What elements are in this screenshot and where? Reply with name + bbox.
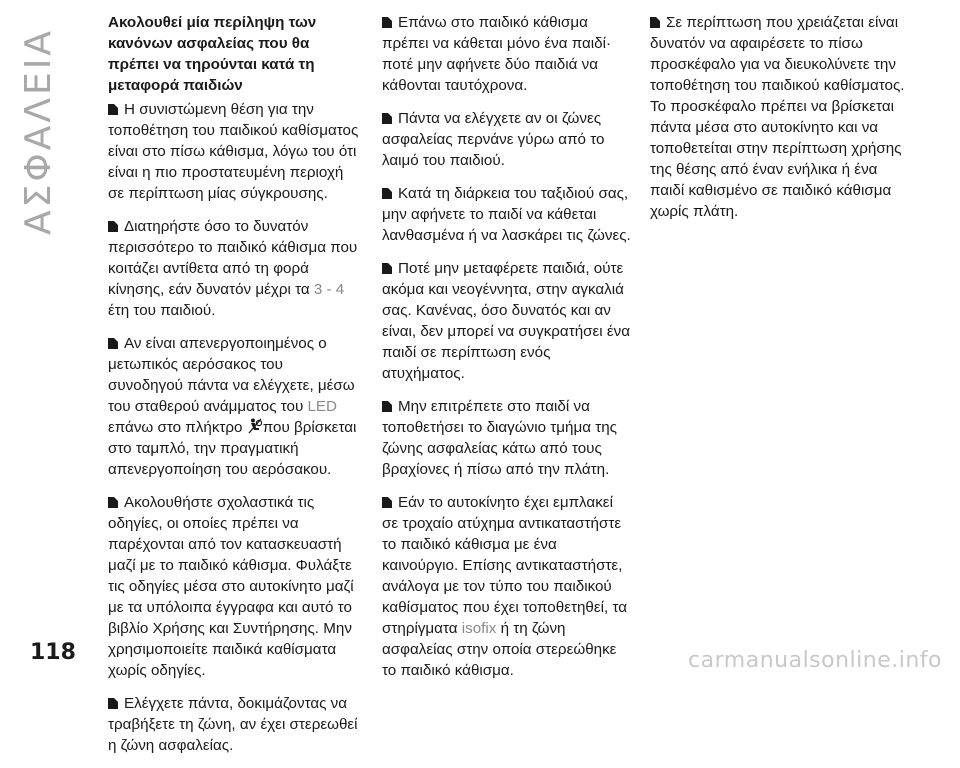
list-item: Κατά τη διάρκεια του ταξιδιού σας, μην αφήνετε το παιδί να κάθεται λανθασμένα ή να λασκάρει τις ζώνες. [382, 185, 631, 244]
square-bullet-icon [108, 497, 118, 508]
square-bullet-icon [108, 698, 118, 709]
age-range: 3 - 4 [313, 281, 345, 298]
led-label: LED [307, 398, 338, 415]
square-bullet-icon [108, 221, 118, 232]
section-title [18, 28, 68, 358]
square-bullet-icon [382, 188, 392, 199]
square-bullet-icon [108, 338, 118, 349]
square-bullet-icon [650, 17, 660, 28]
list-item: Επάνω στο παιδικό κάθισμα πρέπει να κάθεται μόνο ένα παιδί· ποτέ μην αφήνετε δύο παιδιά να κάθονται ταυτόχρονα. [382, 14, 612, 94]
square-bullet-icon [108, 104, 118, 115]
list-item: Αν είναι απενεργοποιημένος ο μετωπικός αερόσακος του συνοδηγού πάντα να ελέγχετε, μέσω του σταθερού ανάμματος του LED επάνω στο πλήκτρο που βρίσκεται στο ταμπλό, την πραγματική απενεργοποίηση του αερόσακου. [108, 335, 357, 478]
square-bullet-icon [382, 113, 392, 124]
isofix-label: isofix [461, 620, 497, 637]
square-bullet-icon [382, 263, 392, 274]
list-item: Πάντα να ελέγχετε αν οι ζώνες ασφαλείας περνάνε γύρω από το λαιμό του παιδιού. [382, 110, 605, 169]
page-number: 118 [30, 640, 76, 665]
list-item: Διατηρήστε όσο το δυνατόν περισσότερο το παιδικό κάθισμα που κοιτάζει αντίθετα από τη φορά κίνησης, εάν δυνατόν μέχρι τα 3 - 4 έτη του παιδιού. [108, 218, 358, 319]
list-item: Η συνιστώμενη θέση για την τοποθέτηση του παιδικού καθίσματος είναι στο πίσω κάθισμα, λόγω του ότι είναι η πιο προστατευμένη περιοχή σε περίπτωση μίας σύγκρουσης. [108, 101, 359, 202]
column-2 [382, 12, 632, 693]
square-bullet-icon [382, 401, 392, 412]
square-bullet-icon [382, 17, 392, 28]
section-title-text: ΑΣΦΑΛΕΙΑ [18, 28, 59, 235]
airbag-off-icon [248, 418, 262, 434]
list-item: Ποτέ μην μεταφέρετε παιδιά, ούτε ακόμα και νεογέννητα, στην αγκαλιά σας. Κανένας, όσο δυνατός και αν είναι, δεν μπορεί να συγκρατήσει ένα παιδί σε περίπτωση ενός ατυχήματος. [382, 260, 631, 382]
list-item: Ακολουθήστε σχολαστικά τις οδηγίες, οι οποίες πρέπει να παρέχονται από τον κατασκευαστή μαζί με το παιδικό κάθισμα. Φυλάξτε τις οδηγίες μέσα στο αυτοκίνητο μαζί με τα υπόλοιπα έγγραφα και αυτό το βιβλίο Χρήσης και Συντήρησης. Μην χρησιμοποιείτε παιδικά καθίσματα χωρίς οδηγίες. [108, 494, 354, 679]
column-3 [650, 12, 912, 234]
list-item: Ελέγχετε πάντα, δοκιμάζοντας να τραβήξετε τη ζώνη, αν έχει στερεωθεί η ζώνη ασφαλείας. [108, 695, 358, 754]
list-item: Σε περίπτωση που χρειάζεται είναι δυνατόν να αφαιρέσετε το πίσω προσκέφαλο για να διευκολύνετε την τοποθέτηση του παιδικού καθίσματος. Το προσκέφαλο πρέπει να βρίσκεται πάντα μέσα στο αυτοκίνητο και να τοποθετείται στην περίπτωση χρήσης της θέσης από έναν ενήλικα ή ένα παιδί καθισμένο σε παιδικό κάθισμα χωρίς πλάτη. [650, 14, 905, 220]
square-bullet-icon [382, 497, 392, 508]
list-item: Εάν το αυτοκίνητο έχει εμπλακεί σε τροχαίο ατύχημα αντικαταστήστε το παιδικό κάθισμα με ένα καινούργιο. Επίσης αντικαταστήστε, ανάλογα με τον τύπο του παιδικού καθίσματος που έχει τοποθετηθεί, τα στηρίγματα isofix ή τη ζώνη ασφαλείας στην οποία στερεώθηκε το παιδικό κάθισμα. [382, 494, 628, 679]
column-1 [108, 12, 360, 768]
watermark: carmanualsonline.info [688, 648, 942, 673]
list-item: Μην επιτρέπετε στο παιδί να τοποθετήσει το διαγώνιο τμήμα της ζώνης ασφαλείας κάτω από τους βραχίονες ή πίσω από την πλάτη. [382, 398, 617, 478]
summary-heading: Ακολουθεί μία περίληψη των κανόνων ασφαλείας που θα πρέπει να τηρούνται κατά τη μεταφορά παιδιών [108, 14, 317, 94]
